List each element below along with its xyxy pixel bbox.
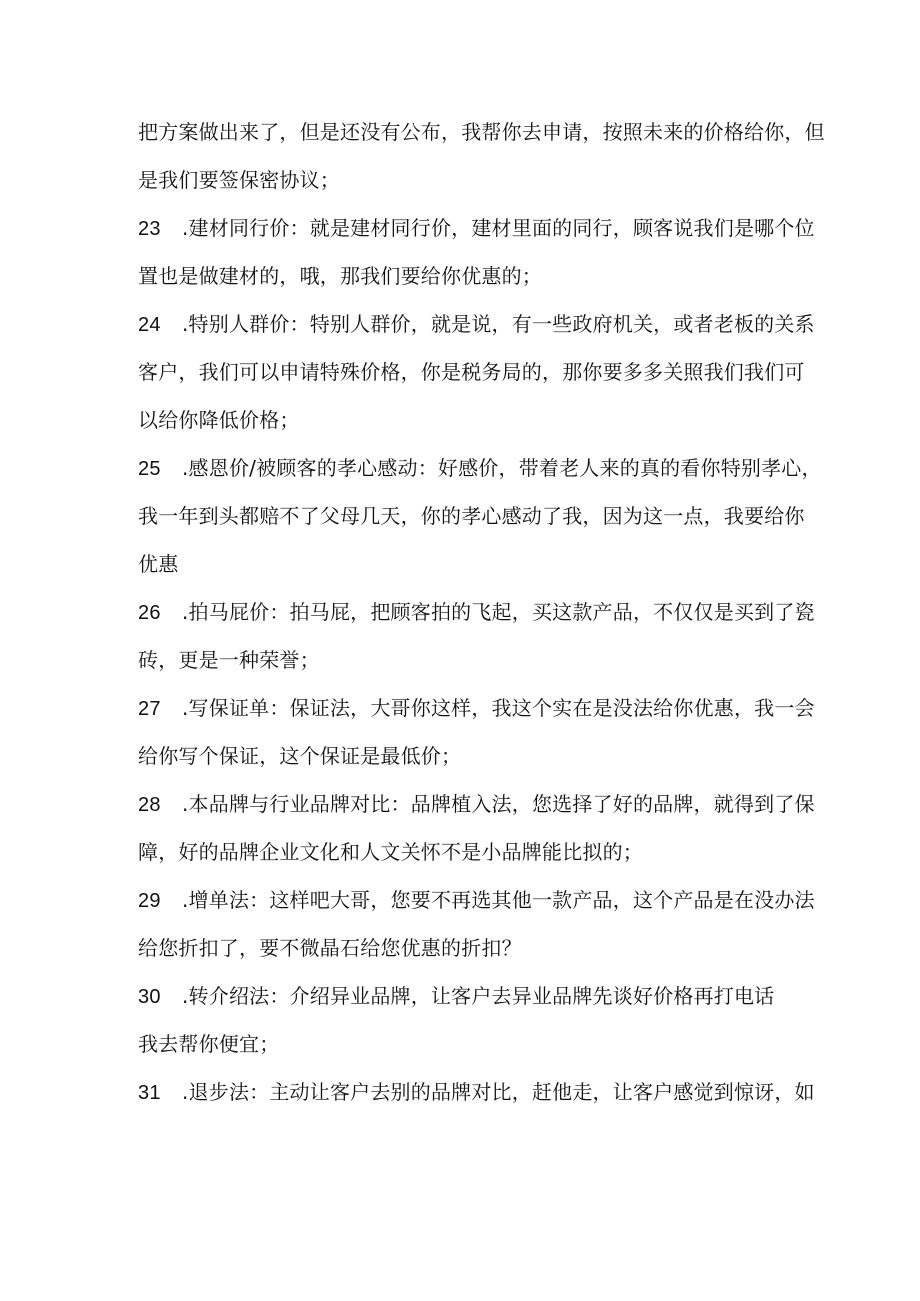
line-text: 给您折扣了，要不微晶石给您优惠的折扣？	[138, 936, 522, 960]
text-line	[138, 540, 788, 588]
line-text: 给你写个保证，这个保证是最低价；	[138, 744, 462, 768]
numbered-line	[138, 204, 815, 252]
numbered-line	[138, 1068, 815, 1116]
line-text: 障，好的品牌企业文化和人文关怀不是小品牌能比拟的；	[138, 840, 643, 864]
line-text: .建材同行价：就是建材同行价，建材里面的同行，顾客说我们是哪个位	[182, 216, 815, 240]
numbered-line	[138, 780, 815, 828]
item-number: 28	[138, 794, 161, 816]
text-line	[138, 924, 788, 972]
line-text: .增单法：这样吧大哥，您要不再选其他一款产品，这个产品是在没办法	[182, 888, 815, 912]
text-line	[138, 828, 788, 876]
line-text: 是我们要签保密协议；	[138, 168, 340, 192]
text-line	[138, 108, 825, 156]
line-text: .退步法：主动让客户去别的品牌对比，赶他走，让客户感觉到惊讶，如	[182, 1080, 815, 1104]
text-line	[138, 636, 788, 684]
line-text: .拍马屁价：拍马屁，把顾客拍的飞起，买这款产品，不仅仅是买到了瓷	[182, 600, 815, 624]
line-text: 以给你降低价格；	[138, 408, 300, 432]
document-body	[138, 108, 825, 1116]
text-line	[138, 156, 788, 204]
line-text: 把方案做出来了，但是还没有公布，我帮你去申请，按照未来的价格给你，但	[138, 120, 825, 144]
text-line	[138, 732, 788, 780]
numbered-line	[138, 588, 815, 636]
item-number: 27	[138, 698, 161, 720]
text-line	[138, 492, 805, 540]
text-line	[138, 396, 788, 444]
line-text: .特别人群价：特别人群价，就是说，有一些政府机关，或者老板的关系	[182, 312, 815, 336]
text-line	[138, 348, 805, 396]
line-text: .转介绍法：介绍异业品牌，让客户去异业品牌先谈好价格再打电话	[182, 984, 775, 1008]
numbered-line	[138, 300, 815, 348]
item-number: 24	[138, 314, 161, 336]
numbered-line	[138, 684, 815, 732]
line-text: 置也是做建材的，哦，那我们要给你优惠的；	[138, 264, 542, 288]
item-number: 31	[138, 1082, 161, 1104]
line-text: .感恩价/被顾客的孝心感动：好感价，带着老人来的真的看你特别孝心，	[182, 456, 822, 480]
line-text: 我去帮你便宜；	[138, 1032, 280, 1056]
numbered-line	[138, 444, 822, 492]
item-number: 26	[138, 602, 161, 624]
numbered-line	[138, 876, 815, 924]
item-number: 29	[138, 890, 161, 912]
line-text: 优惠	[138, 552, 179, 576]
item-number: 30	[138, 986, 161, 1008]
line-text: 我一年到头都赔不了父母几天，你的孝心感动了我，因为这一点，我要给你	[138, 504, 805, 528]
item-number: 23	[138, 218, 161, 240]
line-text: 客户，我们可以申请特殊价格，你是税务局的，那你要多多关照我们我们可	[138, 360, 805, 384]
item-number: 25	[138, 458, 161, 480]
line-text: .写保证单：保证法，大哥你这样，我这个实在是没法给你优惠，我一会	[182, 696, 815, 720]
text-line	[138, 252, 788, 300]
line-text: 砖，更是一种荣誉；	[138, 648, 320, 672]
numbered-line	[138, 972, 788, 1020]
text-line	[138, 1020, 788, 1068]
line-text: .本品牌与行业品牌对比：品牌植入法，您选择了好的品牌，就得到了保	[182, 792, 815, 816]
